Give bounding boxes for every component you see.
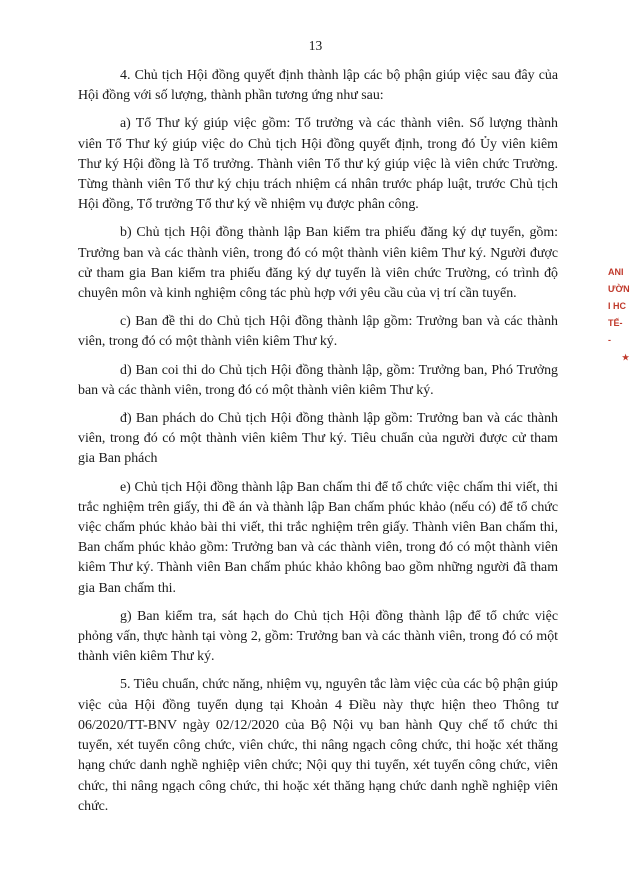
paragraph-item-b: b) Chủ tịch Hội đồng thành lập Ban kiểm tra phiếu đăng ký dự tuyển, gồm: Trưởng ban và các thành viên, trong đó có một thành viên kiêm Thư ký. Người được cử tham gia Ban kiểm tra phiếu đăng ký dự tuyển là viên chức Trường, có trình độ chuyên môn và kinh nghiệm công tác phù hợp với yêu cầu của vị trí cần tuyển.	[78, 225, 558, 302]
paragraph-item-c: c) Ban đề thi do Chủ tịch Hội đồng thành lập gồm: Trưởng ban và các thành viên, trong đó có một thành viên kiêm Thư ký.	[78, 314, 558, 350]
paragraph-item-e: e) Chủ tịch Hội đồng thành lập Ban chấm thi để tổ chức việc chấm thi viết, thi trắc nghiệm trên giấy, thi đề án và thành lập Ban chấm phúc khảo (nếu có) để tổ chức việc chấm phúc khảo bài thi viết, thi trắc nghiệm trên giấy. Thành viên Ban chấm thi, Ban chấm phúc khảo gồm: Trưởng ban và các thành viên, trong đó có một thành viên kiêm Thư ký. Thành viên Ban chấm phúc khảo không bao gồm những người đã tham gia Ban chấm thi.	[78, 479, 558, 596]
paragraph-item-d: d) Ban coi thi do Chủ tịch Hội đồng thành lập, gồm: Trưởng ban, Phó Trưởng ban và các thành viên, trong đó có một thành viên kiêm Thư ký.	[78, 362, 558, 398]
stamp-line: ANI	[608, 267, 624, 277]
paragraph-item-a: a) Tổ Thư ký giúp việc gồm: Tổ trưởng và các thành viên. Số lượng thành viên Tổ Thư ký giúp việc do Chủ tịch Hội đồng quyết định, trong đó Ủy viên kiêm Thư ký Hội đồng là Tổ trưởng. Thành viên Tổ thư ký giúp việc là viên chức Trường. Từng thành viên Tổ thư ký chịu trách nhiệm cá nhân trước pháp luật, trước Chủ tịch Hội đồng, Tổ trưởng Tổ thư ký về nhiệm vụ được phân công.	[78, 116, 558, 213]
star-icon: ★	[622, 353, 630, 362]
stamp-line: ƯỜN	[608, 284, 630, 294]
paragraph-item-5: 5. Tiêu chuẩn, chức năng, nhiệm vụ, nguyên tắc làm việc của các bộ phận giúp việc của Hội đồng tuyển dụng tại Khoản 4 Điều này thực hiện theo Thông tư 06/2020/TT-BNV ngày 02/12/2020 của Bộ Nội vụ ban hành Quy chế tổ chức thi tuyển, xét tuyển công chức, viên chức, thi nâng ngạch công chức, thi hoặc xét thăng hạng chức danh nghề nghiệp viên chức; Nội quy thi tuyển, xét tuyển công chức, viên chức, thi nâng ngạch công chức, thi hoặc xét thăng hạng chức danh nghề nghiệp viên chức.	[78, 677, 558, 814]
document-body	[78, 66, 558, 825]
stamp-line: TẾ-	[608, 318, 623, 328]
paragraph-item-g: g) Ban kiểm tra, sát hạch do Chủ tịch Hội đồng thành lập để tổ chức việc phỏng vấn, thực hành tại vòng 2, gồm: Trưởng ban và các thành viên, trong đó có một thành viên kiêm Thư ký.	[78, 608, 558, 665]
paragraph-item-4: 4. Chủ tịch Hội đồng quyết định thành lập các bộ phận giúp việc sau đây của Hội đồng với số lượng, thành phần tương ứng như sau:	[78, 68, 558, 104]
red-seal-stamp	[608, 264, 631, 374]
stamp-line: -	[608, 335, 611, 345]
paragraph-item-dd: đ) Ban phách do Chủ tịch Hội đồng thành lập gồm: Trưởng ban và các thành viên, trong đó có một thành viên kiêm Thư ký. Tiêu chuẩn của người được cử tham gia Ban phách	[78, 411, 558, 467]
page-number: 13	[308, 38, 323, 53]
stamp-line: I HC	[608, 301, 626, 311]
